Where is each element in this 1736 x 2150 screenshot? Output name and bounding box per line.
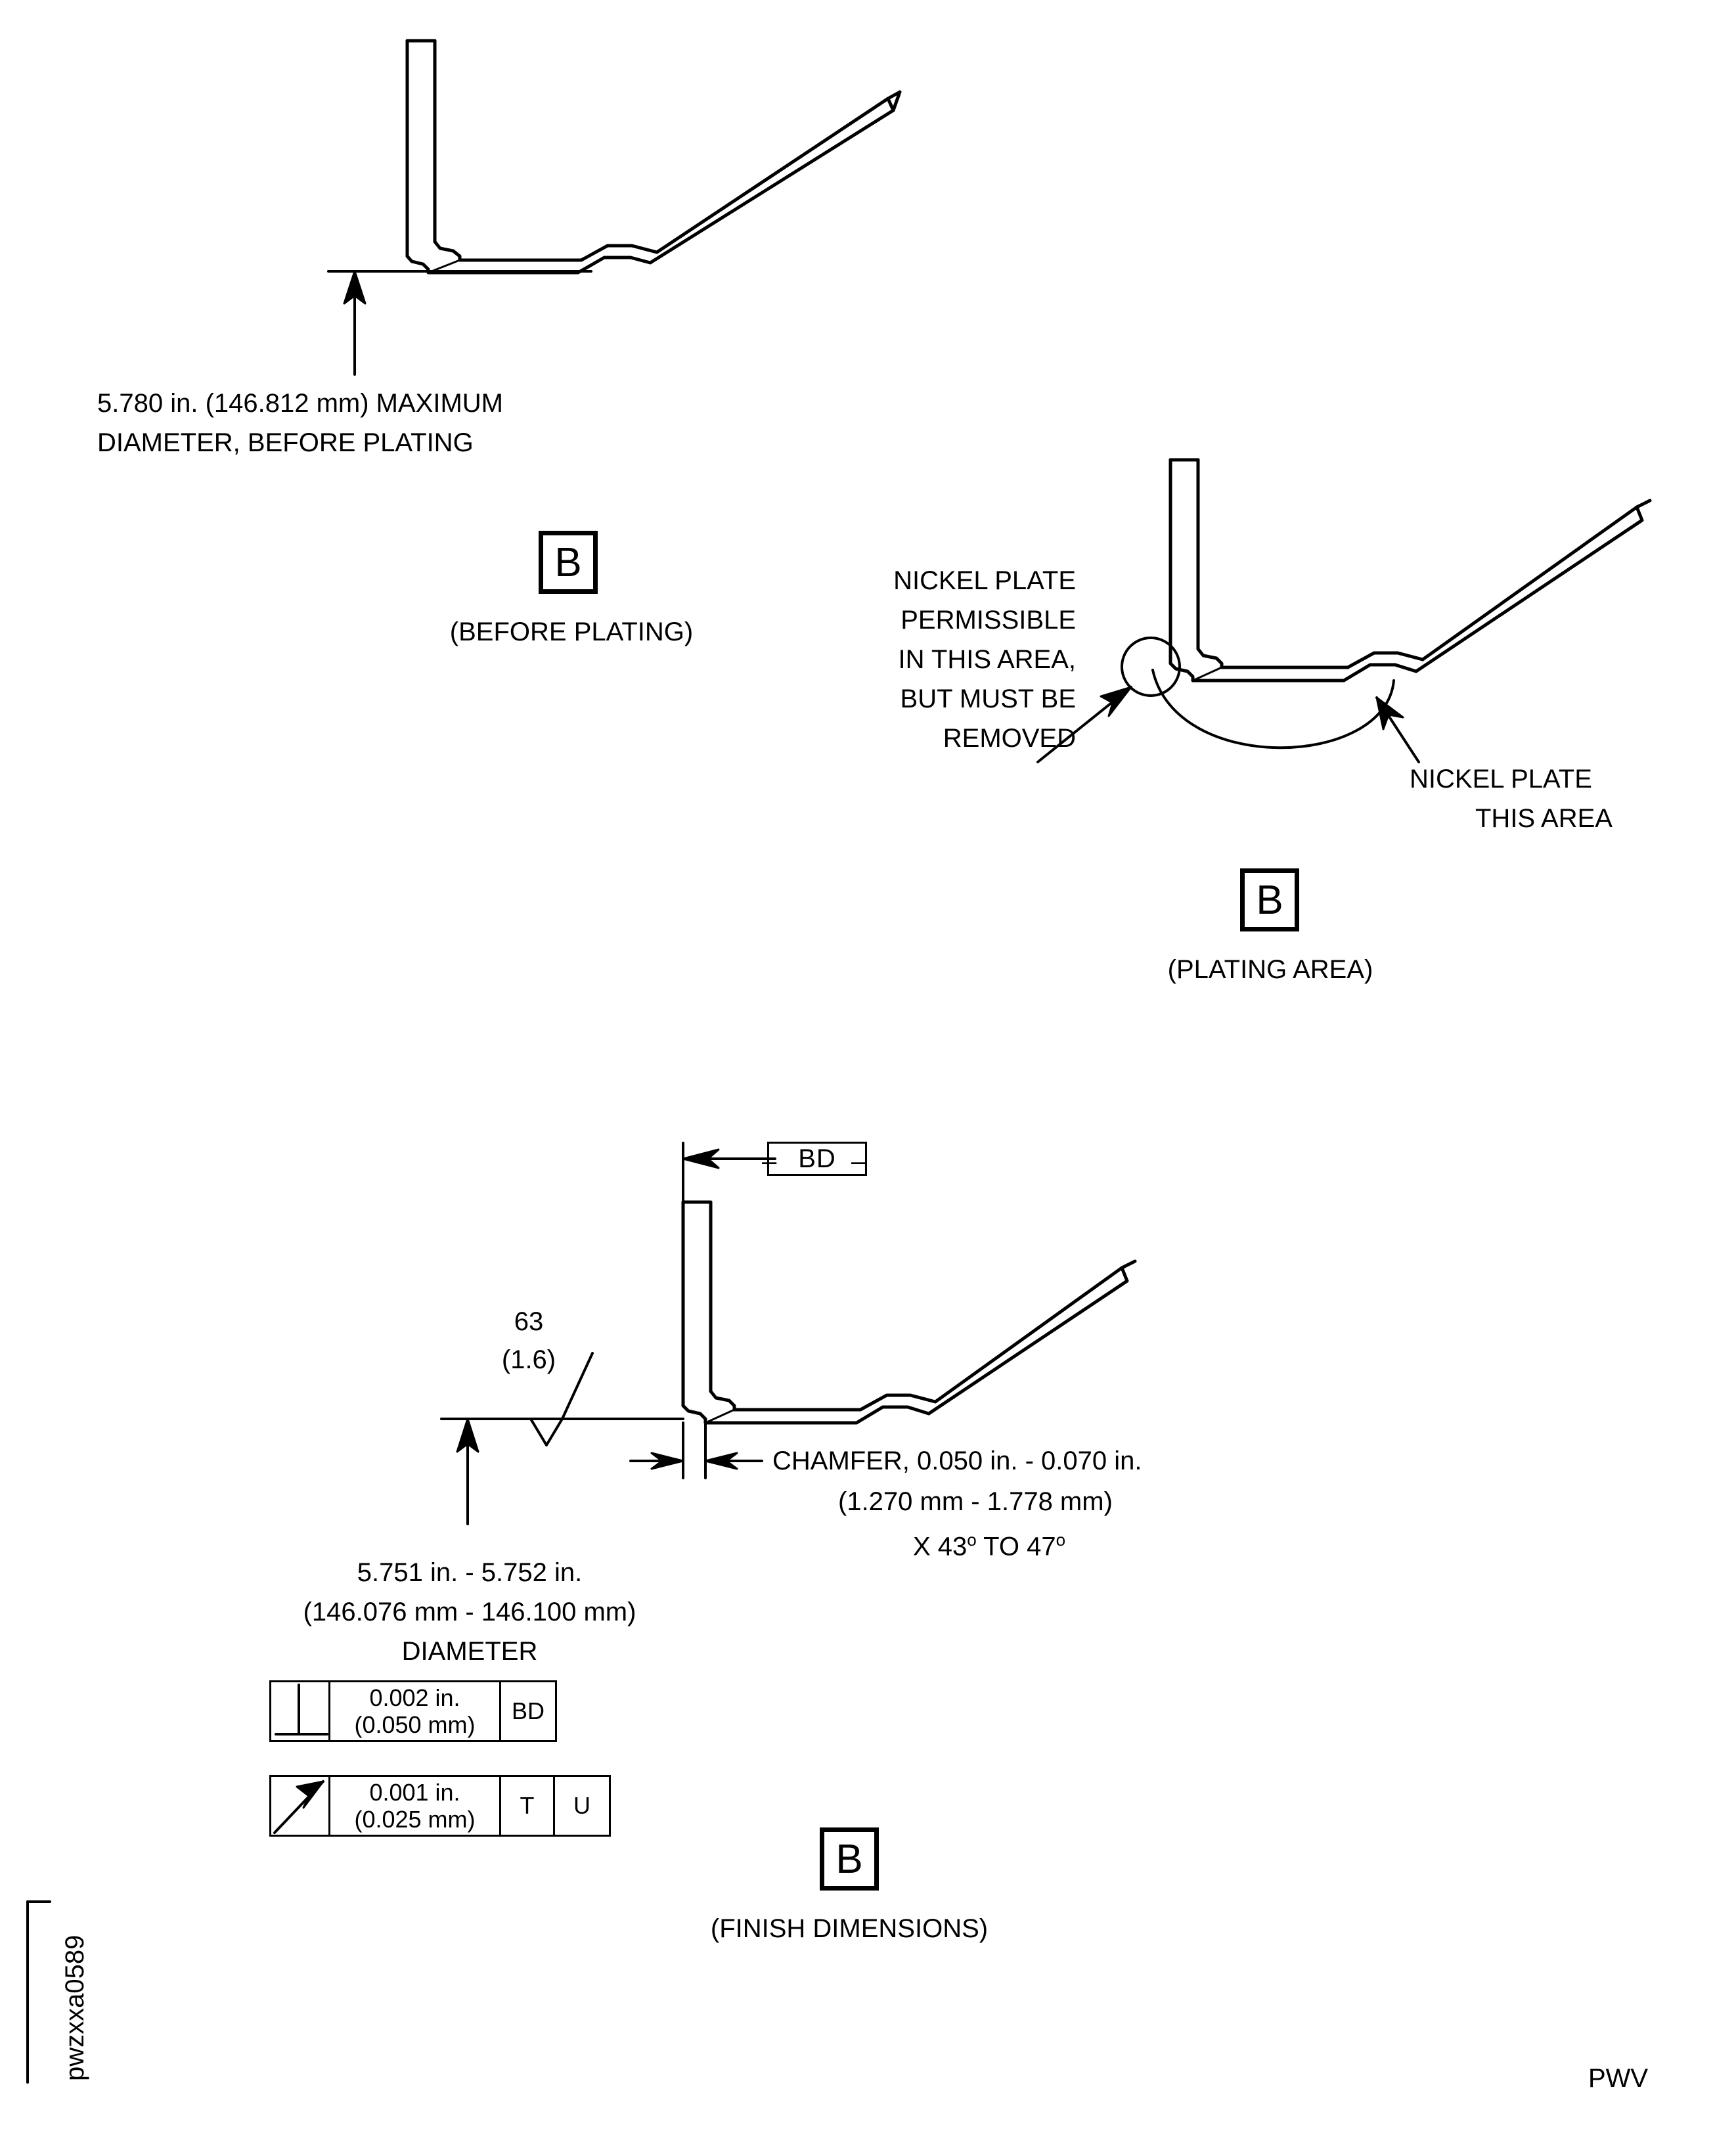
datum-dash-left: – <box>762 1147 777 1176</box>
degree-symbol-2: o <box>1056 1530 1066 1550</box>
datum-dash-right: – <box>851 1147 866 1176</box>
nickel-plate-note-line-4 <box>813 683 1076 716</box>
diameter-note-line-1 <box>217 1557 723 1590</box>
degree-symbol-1: o <box>967 1530 977 1550</box>
nickel-note-3: IN THIS AREA, <box>898 645 1076 674</box>
view-label-box-before-plating <box>539 531 598 594</box>
nickel-plate-note-line-1 <box>813 565 1076 598</box>
diameter-dimension-leader <box>441 1419 683 1524</box>
view-letter-finish-dimensions: B <box>835 1836 863 1882</box>
chamfer-line-1-text: CHAMFER, 0.050 in. - 0.070 in. <box>772 1446 1142 1475</box>
view-label-box-finish-dimensions <box>820 1827 879 1891</box>
caption-finish-dimensions <box>646 1913 1053 1946</box>
diameter-line-2-text: (146.076 mm - 146.100 mm) <box>303 1598 636 1626</box>
feature-control-frame-perpendicularity <box>269 1680 557 1742</box>
part-outline-plating-area <box>1170 460 1650 681</box>
view-letter-plating-area: B <box>1256 877 1283 923</box>
before-plating-dim-line2: DIAMETER, BEFORE PLATING <box>97 428 474 457</box>
nickel-callout-2: THIS AREA <box>1475 804 1613 833</box>
runout-tolerance-cell <box>330 1777 501 1835</box>
before-plating-dim-line1: 5.780 in. (146.812 mm) MAXIMUM <box>97 389 503 418</box>
view-label-box-plating-area <box>1240 868 1299 931</box>
bd-datum-dimension <box>683 1143 775 1202</box>
chamfer-dimension <box>631 1423 762 1478</box>
chamfer-angle-prefix: X 43 <box>913 1532 968 1561</box>
view-letter-before-plating: B <box>554 539 582 585</box>
corner-code-label <box>1588 2063 1648 2095</box>
part-outline-before-plating <box>407 41 900 273</box>
figure-id-label <box>60 1935 90 2081</box>
surface-finish-top-text: 63 <box>514 1307 544 1336</box>
runout-symbol-cell <box>271 1777 330 1835</box>
chamfer-angle-mid: TO 47 <box>976 1532 1056 1561</box>
surface-finish-value-top <box>486 1306 571 1339</box>
surface-finish-value-bottom <box>486 1344 571 1377</box>
nickel-plate-callout-line-2 <box>1475 803 1613 836</box>
fcf2-datum-u <box>555 1777 609 1835</box>
nickel-plate-note-line-3 <box>813 644 1076 677</box>
nickel-plate-note-line-2 <box>813 604 1076 637</box>
fcf1-datum-bd-text: BD <box>511 1697 545 1724</box>
dimension-leader-before-plating <box>328 271 591 374</box>
plating-area-indicator <box>1038 638 1419 762</box>
part-outline-finish-dimensions <box>683 1202 1135 1423</box>
perpendicularity-tolerance-cell <box>330 1682 501 1740</box>
nickel-callout-1: NICKEL PLATE <box>1410 765 1592 794</box>
caption-plating-area-text: (PLATING AREA) <box>1167 955 1373 984</box>
diameter-note-line-2 <box>217 1596 723 1629</box>
chamfer-line-2-text: (1.270 mm - 1.778 mm) <box>838 1487 1113 1516</box>
before-plating-dimension-text-2 <box>97 427 474 460</box>
fcf2-tol-line1: 0.001 in. <box>369 1778 460 1806</box>
fcf2-datum-u-text: U <box>573 1792 590 1819</box>
nickel-note-5: REMOVED <box>943 724 1076 753</box>
nickel-plate-note-line-5 <box>813 723 1076 755</box>
diameter-line-3-text: DIAMETER <box>401 1637 538 1666</box>
nickel-note-4: BUT MUST BE <box>900 684 1076 713</box>
perpendicularity-symbol-cell <box>271 1682 330 1740</box>
feature-control-frame-runout <box>269 1775 611 1837</box>
nickel-plate-callout-line-1 <box>1410 763 1592 796</box>
fcf2-datum-t-text: T <box>520 1792 535 1819</box>
diameter-line-1-text: 5.751 in. - 5.752 in. <box>357 1558 583 1587</box>
caption-plating-area <box>1067 954 1474 987</box>
fcf2-datum-t <box>501 1777 555 1835</box>
chamfer-note-line-3 <box>913 1529 1065 1563</box>
before-plating-dimension-text <box>97 388 503 420</box>
figure-id-text: pwzxxa0589 <box>60 1935 89 2081</box>
nickel-note-1: NICKEL PLATE <box>893 566 1076 595</box>
caption-before-plating-text: (BEFORE PLATING) <box>449 617 694 646</box>
nickel-note-2: PERMISSIBLE <box>901 606 1076 635</box>
corner-code-text: PWV <box>1588 2064 1649 2093</box>
figure-id-marks <box>28 1902 50 2082</box>
surface-finish-bottom-text: (1.6) <box>501 1345 556 1374</box>
chamfer-note-line-1 <box>772 1445 1142 1478</box>
fcf1-tol-line1: 0.002 in. <box>369 1684 460 1711</box>
fcf2-tol-line2: (0.025 mm) <box>354 1806 476 1833</box>
fcf1-datum-bd <box>501 1682 555 1740</box>
datum-bd-text: BD <box>798 1144 836 1173</box>
fcf1-tol-line2: (0.050 mm) <box>354 1711 476 1738</box>
caption-before-plating <box>368 616 775 649</box>
chamfer-note-line-2 <box>838 1486 1113 1519</box>
diameter-note-line-3 <box>217 1636 723 1668</box>
caption-finish-dimensions-text: (FINISH DIMENSIONS) <box>710 1914 989 1943</box>
